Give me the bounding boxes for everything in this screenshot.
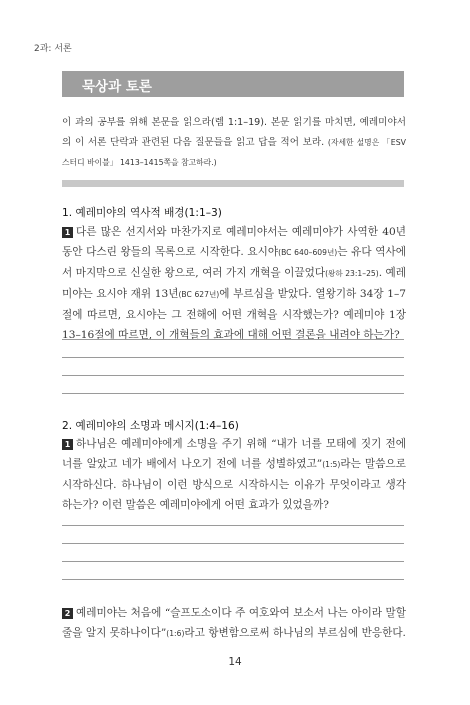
question-1-title: 1. 예레미야의 역사적 배경(1:1–3) (62, 207, 222, 219)
question-2-item-2 (62, 603, 406, 644)
answer-line[interactable] (62, 579, 404, 580)
answer-line[interactable] (62, 393, 404, 394)
intro-note: (자세한 설명은 「ESV 스터디 바이블」 1413–1415쪽을 참고하라.) (62, 138, 406, 167)
section-banner (62, 71, 404, 97)
question-1-item-1 (62, 222, 406, 345)
item-number-badge: 2 (62, 608, 73, 619)
item-number-badge: 1 (62, 439, 73, 450)
item-reference: (BC 640–609년) (278, 248, 338, 257)
item-text: 는 유다 역사에서 마지막으로 신실한 왕으로, 여러 가지 개혁을 이끌었다 (62, 246, 406, 279)
answer-line[interactable] (62, 543, 404, 544)
page-number: 14 (228, 656, 242, 668)
item-reference: (1:5) (322, 460, 341, 469)
item-text: 라는 말씀으로 시작하신다. 하나님이 이런 방식으로 시작하시는 이유가 무엇이라고 생각하는가? 이런 말씀은 예레미야에게 어떤 효과가 있었을까? (62, 458, 406, 511)
intro-text: 이 과의 공부를 위해 본문을 읽으라(렘 1:1–19). 본문 읽기를 마치면, 예레미야서의 이 서론 단락과 관련된 다음 질문들을 읽고 답을 적어 보라. (62, 117, 406, 148)
running-head: 2과: 서론 (34, 44, 72, 54)
answer-line[interactable] (62, 357, 404, 358)
item-text: 에 부르심을 받았다. 열왕기하 34장 1–7절에 따르면, 요시야는 그 전해에 어떤 개혁을 시작했는가? 예레미야 1장 13–16절에 따르면, 이 개혁들의 효과에 대해 어떤 결론을 내려야 하는가? (62, 288, 407, 341)
item-reference: (1:6) (166, 629, 185, 638)
question-2-item-1 (62, 434, 406, 515)
item-text: 라고 항변함으로써 하나님의 부르심에 반응한다. (184, 627, 406, 639)
item-text: 다른 많은 선지서와 마찬가지로 예레미야서는 예레미야가 사역한 40년 동안 다스린 왕들의 목록으로 시작한다. 요시야 (62, 226, 406, 258)
item-number-badge: 1 (62, 227, 73, 238)
item-text: 예레미야는 처음에 “슬프도소이다 주 여호와여 보소서 나는 아이라 말할 줄을 알지 못하나이다” (62, 607, 406, 639)
answer-line[interactable] (62, 339, 404, 340)
item-reference: (왕하 23:1–25) (325, 269, 379, 278)
intro-paragraph (62, 113, 406, 173)
answer-line[interactable] (62, 525, 404, 526)
question-2-title: 2. 예레미야의 소명과 메시지(1:4–16) (62, 420, 239, 432)
section-divider (62, 180, 404, 187)
item-text: 하나님은 예레미야에게 소명을 주기 위해 “내가 너를 모태에 짓기 전에 너를 알았고 네가 배에서 나오기 전에 너를 성별하였고” (62, 438, 406, 470)
section-title: 묵상과 토론 (82, 79, 152, 95)
answer-line[interactable] (62, 561, 404, 562)
item-text: . 예레미야는 요시야 재위 13년 (62, 267, 407, 300)
answer-line[interactable] (62, 375, 404, 376)
item-reference: (BC 627년) (178, 290, 220, 299)
